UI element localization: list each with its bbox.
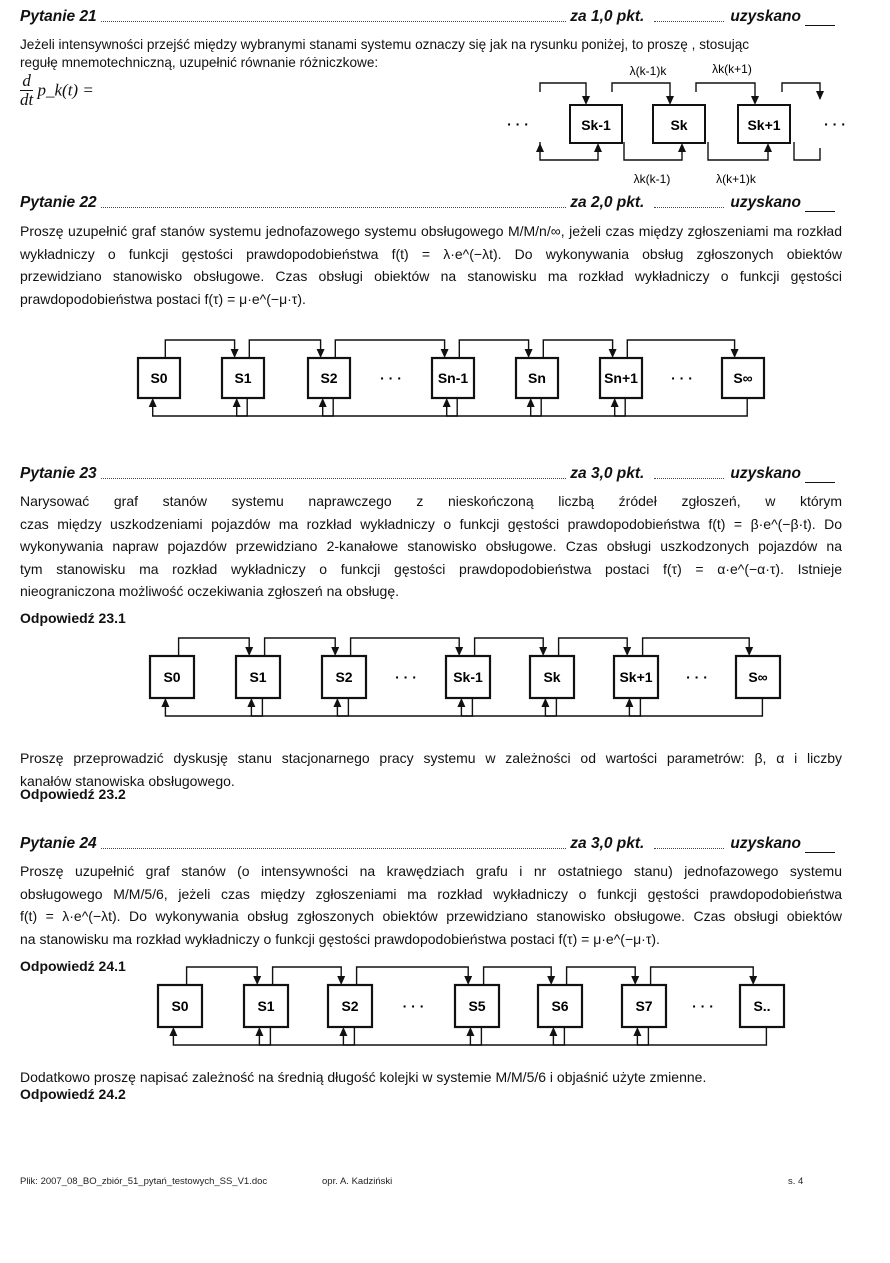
- q23-line: nieograniczona możliwość oczekiwania zgłoszeń na obsługę.: [20, 583, 399, 599]
- q21-ellipsis-right: · · ·: [824, 116, 846, 132]
- q23-forward-edge: [559, 638, 628, 656]
- q21-lambda-bottom-left: λk(k-1): [633, 172, 671, 186]
- q24-forward-edge: [273, 967, 342, 985]
- q22-points: za 2,0 pkt.: [570, 194, 645, 211]
- q24-arrowhead: [631, 976, 639, 985]
- q24-state-label: S1: [257, 998, 275, 1014]
- q23-answer2-label: Odpowiedź 23.2: [20, 786, 126, 802]
- q23-arrowhead: [331, 647, 339, 656]
- q23-arrowhead: [333, 698, 341, 707]
- q23-answer1-label: Odpowiedź 23.1: [20, 610, 126, 626]
- q24-arrowhead: [337, 976, 345, 985]
- q23-earned: uzyskano: [730, 465, 801, 482]
- q21-lambda-top-right: λk(k+1): [712, 62, 752, 76]
- footer-page: s. 4: [788, 1176, 804, 1187]
- q22-backward-edge: [615, 398, 748, 416]
- q23-ellipsis: · · ·: [686, 669, 708, 685]
- q23-line: wykonywania napraw pojazdów przewidziano 2-kanałowe stanowisko obsługowe. Czas obsługi uszkodzonych pojazdów na: [20, 538, 842, 554]
- q22-arrowhead: [441, 349, 449, 358]
- q22-ellipsis: · · ·: [380, 370, 402, 386]
- q24-forward-edge: [651, 967, 754, 985]
- q23-arrowhead: [455, 647, 463, 656]
- q23-state-label: Sk+1: [619, 669, 653, 685]
- q22-arrowhead: [317, 349, 325, 358]
- q21-equation: $\frac{d}{dt}$ p_k(t) =: [20, 71, 94, 109]
- q23-title: Pytanie 23: [20, 465, 97, 482]
- q22-backward-edge: [323, 398, 458, 416]
- q22-line: prawdopodobieństwa postaci f(τ) = μ·e^(−μ·τ).: [20, 290, 306, 307]
- q23-line: tym stanowisku ma rozkład wykładniczy o funkcji gęstości prawdopodobieństwa postaci f(τ) = α·e^(−α·τ). Istnieje: [20, 560, 842, 577]
- q23-backward-edge: [629, 698, 762, 716]
- q24-state-label: S..: [753, 998, 771, 1014]
- q24-state-label: S5: [468, 998, 486, 1014]
- q24-ellipsis: · · ·: [692, 998, 714, 1014]
- q24-arrowhead: [549, 1027, 557, 1036]
- q23-state-label: S0: [163, 669, 181, 685]
- q22-forward-edge: [335, 340, 444, 358]
- q24-arrowhead: [339, 1027, 347, 1036]
- q23-state-label: S∞: [748, 669, 768, 685]
- q24-title: Pytanie 24: [20, 835, 97, 852]
- q24-arrowhead: [466, 1027, 474, 1036]
- q23-forward-edge: [265, 638, 336, 656]
- q21-state-label: Sk: [670, 117, 688, 133]
- q21-state-label: Sk-1: [581, 117, 611, 133]
- q23-arrowhead: [745, 647, 753, 656]
- q23-forward-edge: [179, 638, 250, 656]
- q22-arrowhead: [609, 349, 617, 358]
- q23-arrowhead: [247, 698, 255, 707]
- footer-author: opr. A. Kadziński: [322, 1176, 393, 1187]
- q22-line: wykładniczy o funkcji gęstości prawdopodobieństwa f(t) = λ·e^(−λt). Do wykonywania obsług zgłoszonych obiektów: [20, 245, 842, 262]
- q24-extra: Dodatkowo proszę napisać zależność na średnią długość kolejki w systemie M/M/5/6 i objaśnić użyte zmienne.: [20, 1069, 707, 1085]
- q22-arrowhead: [233, 398, 241, 407]
- q24-arrowhead: [749, 976, 757, 985]
- q24-line: Proszę uzupełnić graf stanów (o intensywności na krawędziach grafu i nr ostatniego stanu) jednofazowego systemu: [20, 863, 842, 879]
- q22-arrowhead: [611, 398, 619, 407]
- q24-forward-edge: [357, 967, 469, 985]
- q24-arrowhead: [169, 1027, 177, 1036]
- q24-backward-edge: [637, 1027, 766, 1045]
- q21-points: za 1,0 pkt.: [570, 8, 645, 25]
- q21-state-label: Sk+1: [747, 117, 781, 133]
- q23-backward-edge: [337, 698, 472, 716]
- q22-forward-edge: [627, 340, 734, 358]
- q22-arrowhead: [527, 398, 535, 407]
- q23-discussion: Proszę przeprowadzić dyskusję stanu stacjonarnego pracy systemu w zależności od wartości parametrów: β, α i liczby kanałów stanowiska obsługowego.: [20, 750, 842, 789]
- q24-arrowhead: [547, 976, 555, 985]
- q24-line: obsługowego M/M/5/6, jeżeli czas między zgłoszeniami ma rozkład wykładniczy o funkcji gęstości prawdopodobieństwa: [20, 885, 842, 902]
- q23-arrowhead: [623, 647, 631, 656]
- q22-line: Proszę uzupełnić graf stanów systemu jednofazowego systemu obsługowego M/M/n/∞, jeżeli czas między zgłoszeniami ma rozkład: [20, 223, 842, 239]
- q22-forward-edge: [249, 340, 320, 358]
- q23-line: czas między uszkodzeniami pojazdów ma rozkład wykładniczy o funkcji gęstości prawdopodobieństwa f(t) = β·e^(−β·t). Do: [20, 515, 842, 532]
- q22-title: Pytanie 22: [20, 194, 97, 211]
- q22-state-label: Sn: [528, 370, 546, 386]
- q24-ellipsis: · · ·: [402, 998, 425, 1014]
- q24-points: za 3,0 pkt.: [570, 835, 645, 852]
- q22-state-label: S1: [234, 370, 252, 386]
- q21-earned: uzyskano: [730, 8, 801, 25]
- q24-arrowhead: [253, 976, 261, 985]
- q24-arrowhead: [464, 976, 472, 985]
- q23-arrowhead: [161, 698, 169, 707]
- q22-arrowhead: [231, 349, 239, 358]
- q22-arrowhead: [443, 398, 451, 407]
- q23-ellipsis: · · ·: [395, 669, 417, 685]
- footer-file: Plik: 2007_08_BO_zbiór_51_pytań_testowych_SS_V1.doc: [20, 1176, 268, 1187]
- q23-forward-edge: [643, 638, 750, 656]
- q22-state-label: Sn-1: [437, 370, 469, 386]
- q24-arrowhead: [255, 1027, 263, 1036]
- q24-arrowhead: [633, 1027, 641, 1036]
- q24-backward-edge: [343, 1027, 481, 1045]
- q24-state-label: S2: [341, 998, 359, 1014]
- q22-ellipsis: · · ·: [671, 370, 693, 386]
- q24-state-label: S0: [171, 998, 189, 1014]
- q22-arrowhead: [731, 349, 739, 358]
- q21-text: Jeżeli intensywności przejść między wybranymi stanami systemu oznaczy się jak na rysunku poniżej, to proszę , stosując regułę mnemotechniczną, uzupełnić równanie różniczkowe:: [20, 37, 750, 70]
- q22-earned: uzyskano: [730, 194, 801, 211]
- q22-state-label: S2: [320, 370, 338, 386]
- q21-lambda-bottom-right: λ(k+1)k: [716, 172, 756, 186]
- q22-state-label: Sn+1: [604, 370, 638, 386]
- q22-forward-edge: [165, 340, 234, 358]
- q23-arrowhead: [457, 698, 465, 707]
- q24-forward-edge: [567, 967, 636, 985]
- q23-arrowhead: [245, 647, 253, 656]
- q24-answer2-label: Odpowiedź 24.2: [20, 1086, 126, 1102]
- q21-ellipsis-left: · · ·: [507, 116, 529, 132]
- q24-answer1-label: Odpowiedź 24.1: [20, 958, 126, 974]
- q22-arrowhead: [149, 398, 157, 407]
- q24-line: f(t) = λ·e^(−λt). Do wykonywania obsług zgłoszonych obiektów przewidziano stanowisko obsługowe. Czas obsługi obiektów: [20, 908, 842, 924]
- q24-forward-edge: [484, 967, 552, 985]
- q22-arrowhead: [319, 398, 327, 407]
- q23-arrowhead: [539, 647, 547, 656]
- q23-forward-edge: [475, 638, 544, 656]
- q24-state-label: S7: [635, 998, 653, 1014]
- q23-state-label: S1: [249, 669, 267, 685]
- q22-state-label: S∞: [733, 370, 753, 386]
- q23-state-label: S2: [335, 669, 353, 685]
- q23-arrowhead: [625, 698, 633, 707]
- q23-line: Narysować graf stanów systemu naprawczego z nieskończoną liczbą źródeł zgłoszeń, w którym: [20, 493, 842, 509]
- q23-points: za 3,0 pkt.: [570, 465, 645, 482]
- q23-forward-edge: [351, 638, 460, 656]
- q22-arrowhead: [525, 349, 533, 358]
- q23-arrowhead: [541, 698, 549, 707]
- q22-forward-edge: [543, 340, 612, 358]
- q24-state-chain: [158, 967, 784, 1045]
- q21-title: Pytanie 21: [20, 8, 97, 25]
- q22-forward-edge: [459, 340, 528, 358]
- q22-state-label: S0: [150, 370, 168, 386]
- q22-state-chain: [138, 340, 764, 416]
- q24-earned: uzyskano: [730, 835, 801, 852]
- q21-lambda-top-left: λ(k-1)k: [629, 64, 667, 78]
- q23-state-label: Sk: [543, 669, 561, 685]
- q22-line: przewidziano stanowisko obsługowe. Czas obsługi obiektów na stanowisku ma rozkład wykładniczy o funkcji gęstości: [20, 268, 842, 284]
- q24-forward-edge: [187, 967, 258, 985]
- q23-state-chain: [150, 638, 780, 716]
- q24-state-label: S6: [551, 998, 569, 1014]
- q23-state-label: Sk-1: [453, 669, 483, 685]
- q24-line: na stanowisku ma rozkład wykładniczy o funkcji gęstości prawdopodobieństwa postaci f(τ) = μ·e^(−μ·τ).: [20, 930, 660, 947]
